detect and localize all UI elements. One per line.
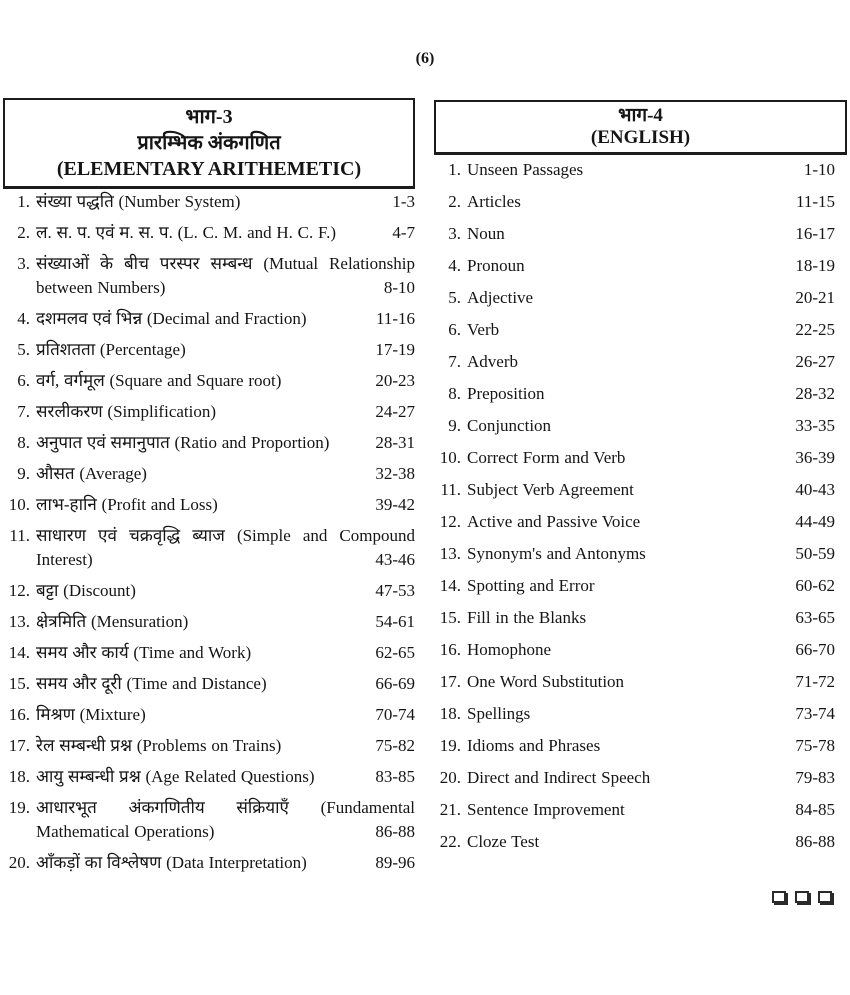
toc-item [3, 431, 415, 455]
item-page-range: 16-17 [789, 222, 835, 246]
item-page-range: 24-27 [369, 400, 415, 424]
toc-item [3, 703, 415, 727]
item-title: Sentence Improvement [467, 800, 625, 819]
item-page-range: 60-62 [789, 574, 835, 598]
item-title: Pronoun [467, 256, 525, 275]
item-number: 19. [439, 736, 461, 755]
toc-item [434, 350, 846, 374]
square-icon [795, 891, 809, 903]
item-title: Active and Passive Voice [467, 512, 641, 531]
item-page-range: 44-49 [789, 510, 835, 534]
item-title: आयु सम्बन्धी प्रश्न (Age Related Questions) [36, 767, 315, 786]
item-page-range: 11-16 [370, 307, 415, 331]
item-page-range: 20-23 [369, 369, 415, 393]
toc-item [3, 734, 415, 758]
item-page-range: 75-82 [369, 734, 415, 758]
item-number: 1. [17, 192, 30, 211]
toc-item [3, 252, 415, 300]
item-title: Fill in the Blanks [467, 608, 587, 627]
toc-item [434, 414, 846, 438]
part3-subtitle-hindi: प्रारम्भिक अंकगणित [137, 132, 281, 154]
item-number: 9. [448, 416, 461, 435]
item-title: क्षेत्रमिति (Mensuration) [36, 612, 189, 631]
item-title: Subject Verb Agreement [467, 480, 634, 499]
toc-item [3, 190, 415, 214]
arithmetic-toc-list [3, 190, 415, 882]
item-title: Conjunction [467, 416, 552, 435]
item-page-range: 18-19 [789, 254, 835, 278]
item-number: 11. [440, 480, 461, 499]
item-number: 5. [17, 340, 30, 359]
item-title: साधारण एवं चक्रवृद्धि ब्याज (Simple and Compound Interest) [36, 526, 415, 569]
item-number: 16. [439, 640, 461, 659]
toc-item [434, 254, 846, 278]
item-number: 10. [8, 495, 30, 514]
toc-item [3, 221, 415, 245]
toc-item [434, 446, 846, 470]
toc-item [3, 851, 415, 875]
toc-item [434, 702, 846, 726]
item-number: 18. [439, 704, 461, 723]
item-number: 13. [439, 544, 461, 563]
item-title: लाभ-हानि (Profit and Loss) [36, 495, 218, 514]
item-page-range: 36-39 [789, 446, 835, 470]
item-page-range: 4-7 [386, 221, 415, 245]
toc-item [434, 190, 846, 214]
item-number: 4. [17, 309, 30, 328]
toc-item [434, 478, 846, 502]
part4-subtitle-english: (ENGLISH) [590, 127, 691, 148]
item-number: 6. [448, 320, 461, 339]
item-number: 22. [439, 832, 461, 851]
item-title: Idioms and Phrases [467, 736, 601, 755]
toc-item [434, 318, 846, 342]
item-page-range: 50-59 [789, 542, 835, 566]
item-title: Homophone [467, 640, 552, 659]
item-page-range: 26-27 [789, 350, 835, 374]
item-number: 16. [8, 705, 30, 724]
square-icon [772, 891, 786, 903]
page-number: (6) [415, 50, 435, 67]
item-number: 14. [439, 576, 461, 595]
item-title: Correct Form and Verb [467, 448, 626, 467]
item-page-range: 75-78 [789, 734, 835, 758]
item-number: 7. [448, 352, 461, 371]
item-title: आधारभूत अंकगणितीय संक्रियाएँ (Fundamental Mathematical Operations) [36, 798, 415, 841]
item-title: Synonym's and Antonyms [467, 544, 646, 563]
item-number: 12. [439, 512, 461, 531]
item-number: 13. [8, 612, 30, 631]
item-number: 15. [439, 608, 461, 627]
item-title: रेल सम्बन्धी प्रश्न (Problems on Trains) [36, 736, 282, 755]
toc-item [3, 610, 415, 634]
item-title: मिश्रण (Mixture) [36, 705, 146, 724]
toc-item [434, 286, 846, 310]
item-title: Preposition [467, 384, 545, 403]
toc-item [434, 830, 846, 854]
item-page-range: 63-65 [789, 606, 835, 630]
item-title: औसत (Average) [36, 464, 147, 483]
toc-item [3, 307, 415, 331]
item-number: 7. [17, 402, 30, 421]
toc-item [434, 638, 846, 662]
toc-item [434, 542, 846, 566]
toc-item [434, 734, 846, 758]
item-page-range: 32-38 [369, 462, 415, 486]
item-number: 8. [17, 433, 30, 452]
item-page-range: 39-42 [369, 493, 415, 517]
item-title: बट्टा (Discount) [36, 581, 136, 600]
item-title: सरलीकरण (Simplification) [36, 402, 217, 421]
item-number: 11. [9, 526, 30, 545]
toc-item [3, 524, 415, 572]
toc-item [3, 338, 415, 362]
item-page-range: 1-3 [386, 190, 415, 214]
item-number: 5. [448, 288, 461, 307]
item-number: 6. [17, 371, 30, 390]
item-title: प्रतिशतता (Percentage) [36, 340, 186, 359]
item-number: 2. [448, 192, 461, 211]
part4-header-box [434, 100, 847, 155]
toc-item [434, 574, 846, 598]
item-number: 14. [8, 643, 30, 662]
item-page-range: 86-88 [369, 820, 415, 844]
part3-title-hindi: भाग-3 [185, 106, 233, 128]
item-title: Noun [467, 224, 505, 243]
item-title: समय और दूरी (Time and Distance) [36, 674, 267, 693]
item-page-range: 8-10 [378, 276, 415, 300]
toc-item [434, 158, 846, 182]
toc-item [3, 641, 415, 665]
item-number: 4. [448, 256, 461, 275]
item-title: संख्या पद्धति (Number System) [36, 192, 241, 211]
item-title: ल. स. प. एवं म. स. प. (L. C. M. and H. C. F.) [36, 223, 337, 242]
toc-item [3, 493, 415, 517]
item-number: 8. [448, 384, 461, 403]
item-page-range: 17-19 [369, 338, 415, 362]
item-page-range: 40-43 [789, 478, 835, 502]
item-title: अनुपात एवं समानुपात (Ratio and Proportion) [36, 433, 330, 452]
item-number: 3. [17, 254, 30, 273]
item-page-range: 22-25 [789, 318, 835, 342]
item-page-range: 33-35 [789, 414, 835, 438]
item-page-range: 89-96 [369, 851, 415, 875]
square-icon [818, 891, 832, 903]
item-title: Cloze Test [467, 832, 540, 851]
item-title: Adverb [467, 352, 518, 371]
item-number: 17. [8, 736, 30, 755]
item-number: 1. [448, 160, 461, 179]
toc-item [3, 462, 415, 486]
item-number: 12. [8, 581, 30, 600]
item-number: 18. [8, 767, 30, 786]
english-toc-list [434, 158, 846, 862]
item-title: Spotting and Error [467, 576, 595, 595]
item-title: Articles [467, 192, 521, 211]
toc-item [3, 796, 415, 844]
item-page-range: 28-32 [789, 382, 835, 406]
toc-item [3, 400, 415, 424]
item-page-range: 79-83 [789, 766, 835, 790]
toc-item [434, 510, 846, 534]
item-page-range: 73-74 [789, 702, 835, 726]
item-page-range: 66-70 [789, 638, 835, 662]
part4-title-hindi: भाग-4 [618, 105, 663, 126]
item-page-range: 20-21 [789, 286, 835, 310]
item-number: 20. [439, 768, 461, 787]
toc-item [434, 798, 846, 822]
item-page-range: 47-53 [369, 579, 415, 603]
item-number: 10. [439, 448, 461, 467]
item-number: 20. [8, 853, 30, 872]
item-number: 19. [8, 798, 30, 817]
part3-subtitle-english: (ELEMENTARY ARITHEMETIC) [56, 158, 362, 180]
item-title: आँकड़ों का विश्लेषण (Data Interpretation) [36, 853, 307, 872]
toc-item [434, 222, 846, 246]
item-page-range: 28-31 [369, 431, 415, 455]
item-page-range: 66-69 [369, 672, 415, 696]
item-title: One Word Substitution [467, 672, 625, 691]
item-title: वर्ग, वर्गमूल (Square and Square root) [36, 371, 282, 390]
item-page-range: 83-85 [369, 765, 415, 789]
toc-item [3, 579, 415, 603]
toc-item [434, 382, 846, 406]
item-page-range: 11-15 [790, 190, 835, 214]
item-page-range: 54-61 [369, 610, 415, 634]
item-title: दशमलव एवं भिन्न (Decimal and Fraction) [36, 309, 307, 328]
item-page-range: 71-72 [789, 670, 835, 694]
part3-header-box [3, 98, 415, 189]
toc-item [3, 369, 415, 393]
item-title: समय और कार्य (Time and Work) [36, 643, 252, 662]
toc-item [3, 765, 415, 789]
toc-item [434, 606, 846, 630]
item-title: Verb [467, 320, 500, 339]
item-number: 17. [439, 672, 461, 691]
item-page-range: 84-85 [789, 798, 835, 822]
item-number: 3. [448, 224, 461, 243]
toc-item [434, 766, 846, 790]
item-title: Unseen Passages [467, 160, 584, 179]
item-page-range: 43-46 [369, 548, 415, 572]
item-number: 9. [17, 464, 30, 483]
item-number: 2. [17, 223, 30, 242]
item-number: 21. [439, 800, 461, 819]
item-title: संख्याओं के बीच परस्पर सम्बन्ध (Mutual Relationship between Numbers) [36, 254, 415, 297]
item-page-range: 62-65 [369, 641, 415, 665]
item-title: Adjective [467, 288, 534, 307]
end-of-section-squares [767, 890, 832, 908]
toc-item [434, 670, 846, 694]
item-page-range: 70-74 [369, 703, 415, 727]
item-page-range: 86-88 [789, 830, 835, 854]
toc-item [3, 672, 415, 696]
item-page-range: 1-10 [798, 158, 835, 182]
item-number: 15. [8, 674, 30, 693]
item-title: Spellings [467, 704, 531, 723]
item-title: Direct and Indirect Speech [467, 768, 651, 787]
